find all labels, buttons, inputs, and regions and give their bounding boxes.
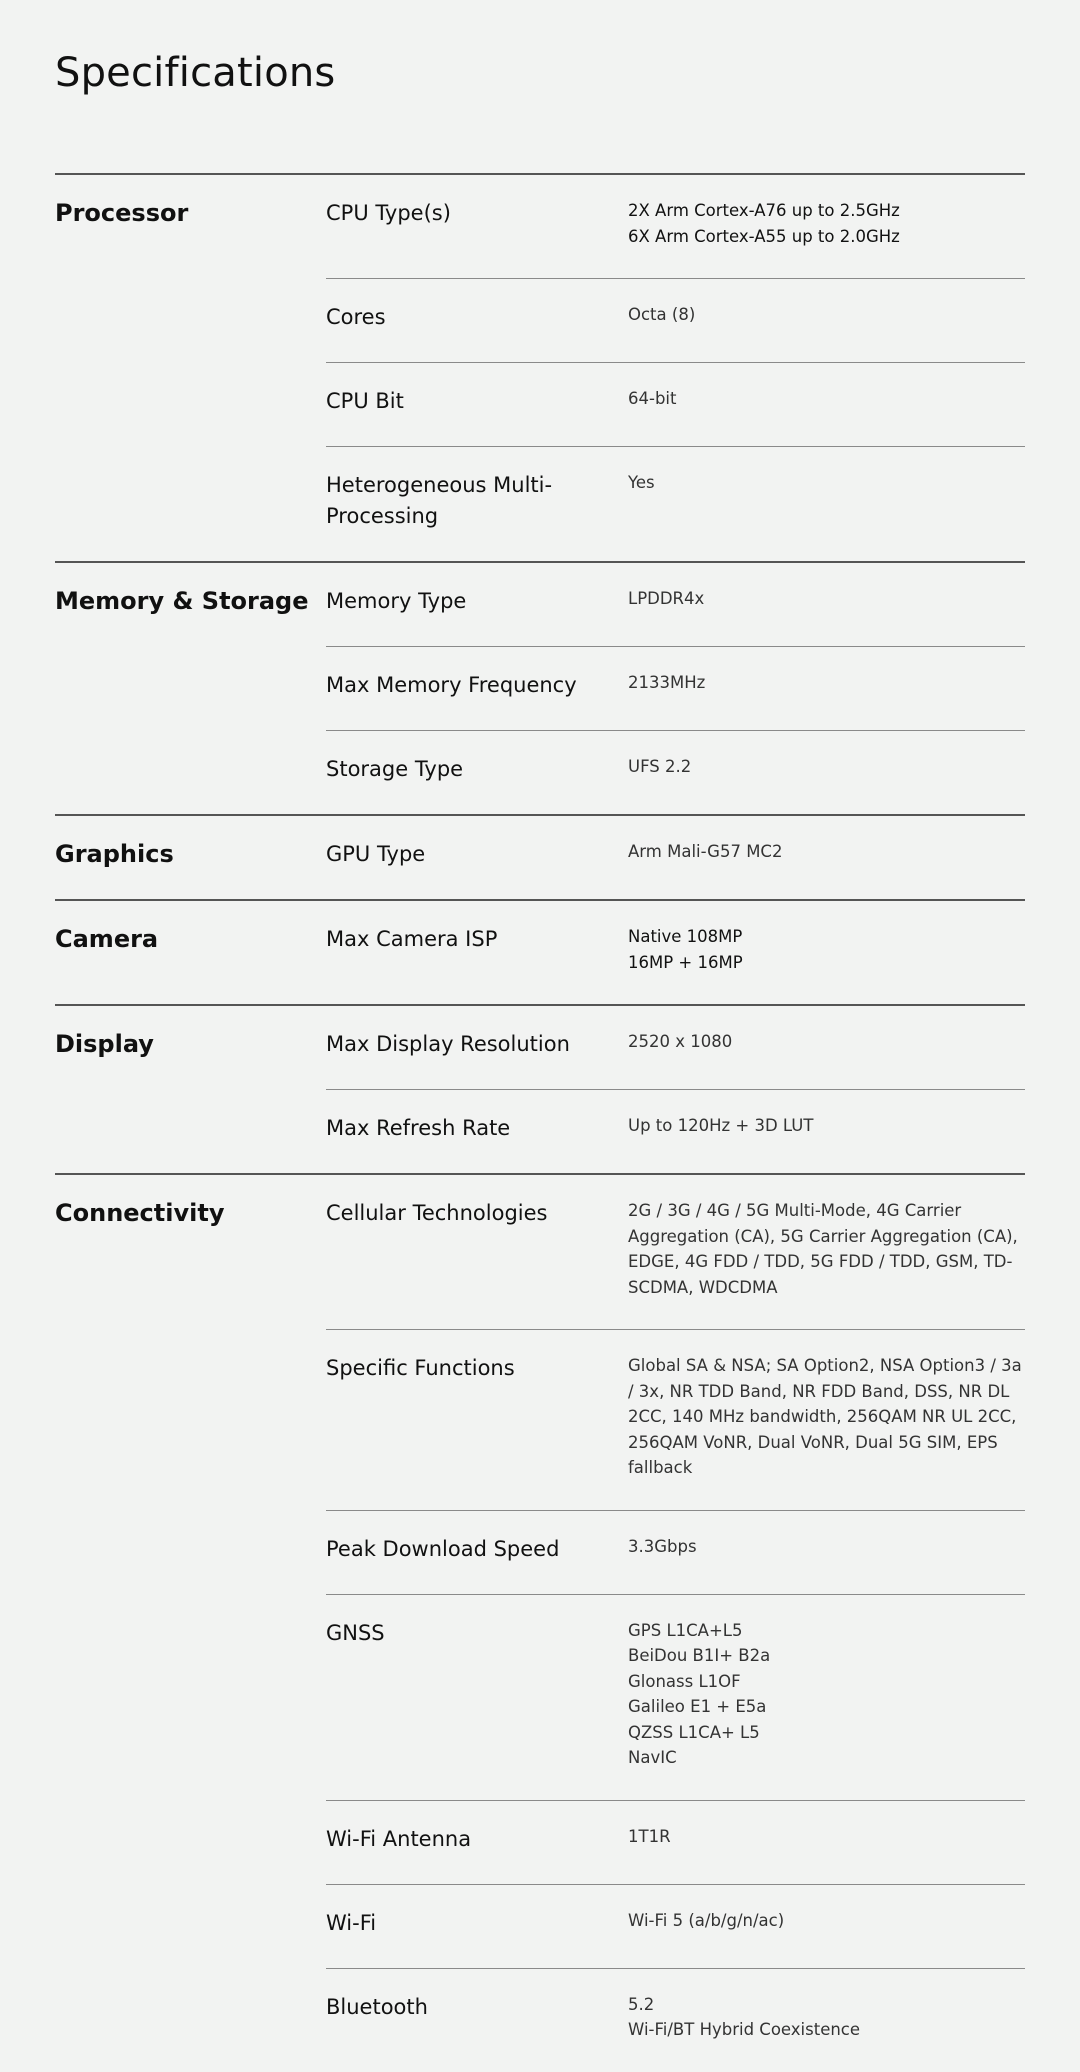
spec-label: Storage Type: [326, 757, 464, 781]
spec-row-gpu-type: [326, 816, 1025, 899]
spec-row-cpu-bit: [326, 362, 1025, 446]
spec-label: CPU Type(s): [326, 201, 451, 225]
spec-category-memory-and-storage: [55, 561, 1025, 814]
spec-row-cellular-technologies: [326, 1175, 1025, 1329]
spec-row-wi-fi: [326, 1884, 1025, 1968]
spec-row-cpu-type-s: [326, 175, 1025, 278]
category-heading: Camera: [55, 925, 159, 953]
spec-rows: [326, 175, 1025, 561]
category-heading: Processor: [55, 199, 189, 227]
spec-value: Octa (8): [628, 305, 696, 324]
spec-rows: [326, 563, 1025, 814]
spec-label: Max Memory Frequency: [326, 673, 577, 697]
spec-rows: [326, 816, 1025, 899]
spec-row-heterogeneous-multi-processing: [326, 446, 1025, 561]
spec-row-peak-download-speed: [326, 1510, 1025, 1594]
spec-label: Bluetooth: [326, 1994, 428, 2019]
spec-rows: [326, 1175, 1025, 2072]
spec-value: GPS L1CA+L5 BeiDou B1I+ B2a Glonass L1OF Galileo E1 + E5a QZSS L1CA+ L5 NavIC: [628, 1620, 771, 1767]
spec-value: Native 108MP 16MP + 16MP: [628, 927, 743, 972]
page-title: Specifications: [55, 50, 336, 96]
spec-label: Wi-Fi Antenna: [326, 1826, 472, 1851]
spec-rows: [326, 901, 1025, 1004]
specifications-table: [55, 173, 1025, 2072]
category-heading: Graphics: [55, 840, 174, 868]
spec-label: Cores: [326, 305, 386, 329]
spec-category-camera: [55, 899, 1025, 1004]
spec-label: GNSS: [326, 1620, 385, 1645]
spec-label: Max Camera ISP: [326, 927, 498, 951]
spec-value: 5.2 Wi-Fi/BT Hybrid Coexistence: [628, 1994, 861, 2039]
spec-label: CPU Bit: [326, 389, 404, 413]
spec-row-memory-type: [326, 563, 1025, 646]
spec-label: Wi-Fi: [326, 1910, 377, 1935]
spec-row-storage-type: [326, 730, 1025, 814]
spec-category-graphics: [55, 814, 1025, 899]
spec-rows: [326, 1006, 1025, 1173]
spec-value: 2520 x 1080: [628, 1032, 733, 1051]
spec-row-max-display-resolution: [326, 1006, 1025, 1089]
spec-label: Max Display Resolution: [326, 1032, 570, 1056]
spec-row-cores: [326, 278, 1025, 362]
spec-label: Peak Download Speed: [326, 1536, 560, 1561]
category-heading: Display: [55, 1030, 154, 1058]
category-heading: Memory & Storage: [55, 587, 309, 615]
spec-row-max-memory-frequency: [326, 646, 1025, 730]
spec-label: Memory Type: [326, 589, 467, 613]
spec-row-max-camera-isp: [326, 901, 1025, 1004]
spec-label: Specific Functions: [326, 1356, 515, 1380]
spec-value: Wi-Fi 5 (a/b/g/n/ac): [628, 1910, 785, 1930]
spec-category-display: [55, 1004, 1025, 1173]
spec-value: 1T1R: [628, 1826, 671, 1846]
spec-category-processor: [55, 173, 1025, 561]
spec-row-wi-fi-antenna: [326, 1800, 1025, 1884]
spec-value: 64-bit: [628, 389, 677, 408]
spec-value: UFS 2.2: [628, 757, 692, 776]
spec-row-gnss: [326, 1594, 1025, 1800]
spec-value: 3.3Gbps: [628, 1536, 697, 1556]
spec-row-specific-functions: [326, 1329, 1025, 1510]
spec-label: Heterogeneous Multi-Processing: [326, 473, 553, 528]
spec-label: GPU Type: [326, 842, 426, 866]
spec-value: Arm Mali-G57 MC2: [628, 842, 783, 861]
spec-value: LPDDR4x: [628, 589, 705, 608]
spec-value: Yes: [628, 473, 655, 492]
spec-label: Cellular Technologies: [326, 1201, 548, 1225]
spec-value: Up to 120Hz + 3D LUT: [628, 1116, 814, 1135]
spec-value: 2133MHz: [628, 673, 706, 692]
spec-value: 2G / 3G / 4G / 5G Multi-Mode, 4G Carrier Aggregation (CA), 5G Carrier Aggregation (CA), EDGE, 4G FDD / TDD, 5G FDD / TDD, GSM, TD-SCDMA, WDCDMA: [628, 1201, 1018, 1297]
spec-row-max-refresh-rate: [326, 1089, 1025, 1173]
spec-category-connectivity: [55, 1173, 1025, 2072]
spec-value: Global SA & NSA; SA Option2, NSA Option3 / 3a / 3x, NR TDD Band, NR FDD Band, DSS, NR DL 2CC, 140 MHz bandwidth, 256QAM NR UL 2CC, 256QAM VoNR, Dual VoNR, Dual 5G SIM, EPS fallback: [628, 1356, 1022, 1477]
spec-row-bluetooth: [326, 1968, 1025, 2072]
spec-label: Max Refresh Rate: [326, 1116, 511, 1140]
spec-value: 2X Arm Cortex-A76 up to 2.5GHz 6X Arm Cortex-A55 up to 2.0GHz: [628, 201, 900, 246]
category-heading: Connectivity: [55, 1199, 225, 1227]
